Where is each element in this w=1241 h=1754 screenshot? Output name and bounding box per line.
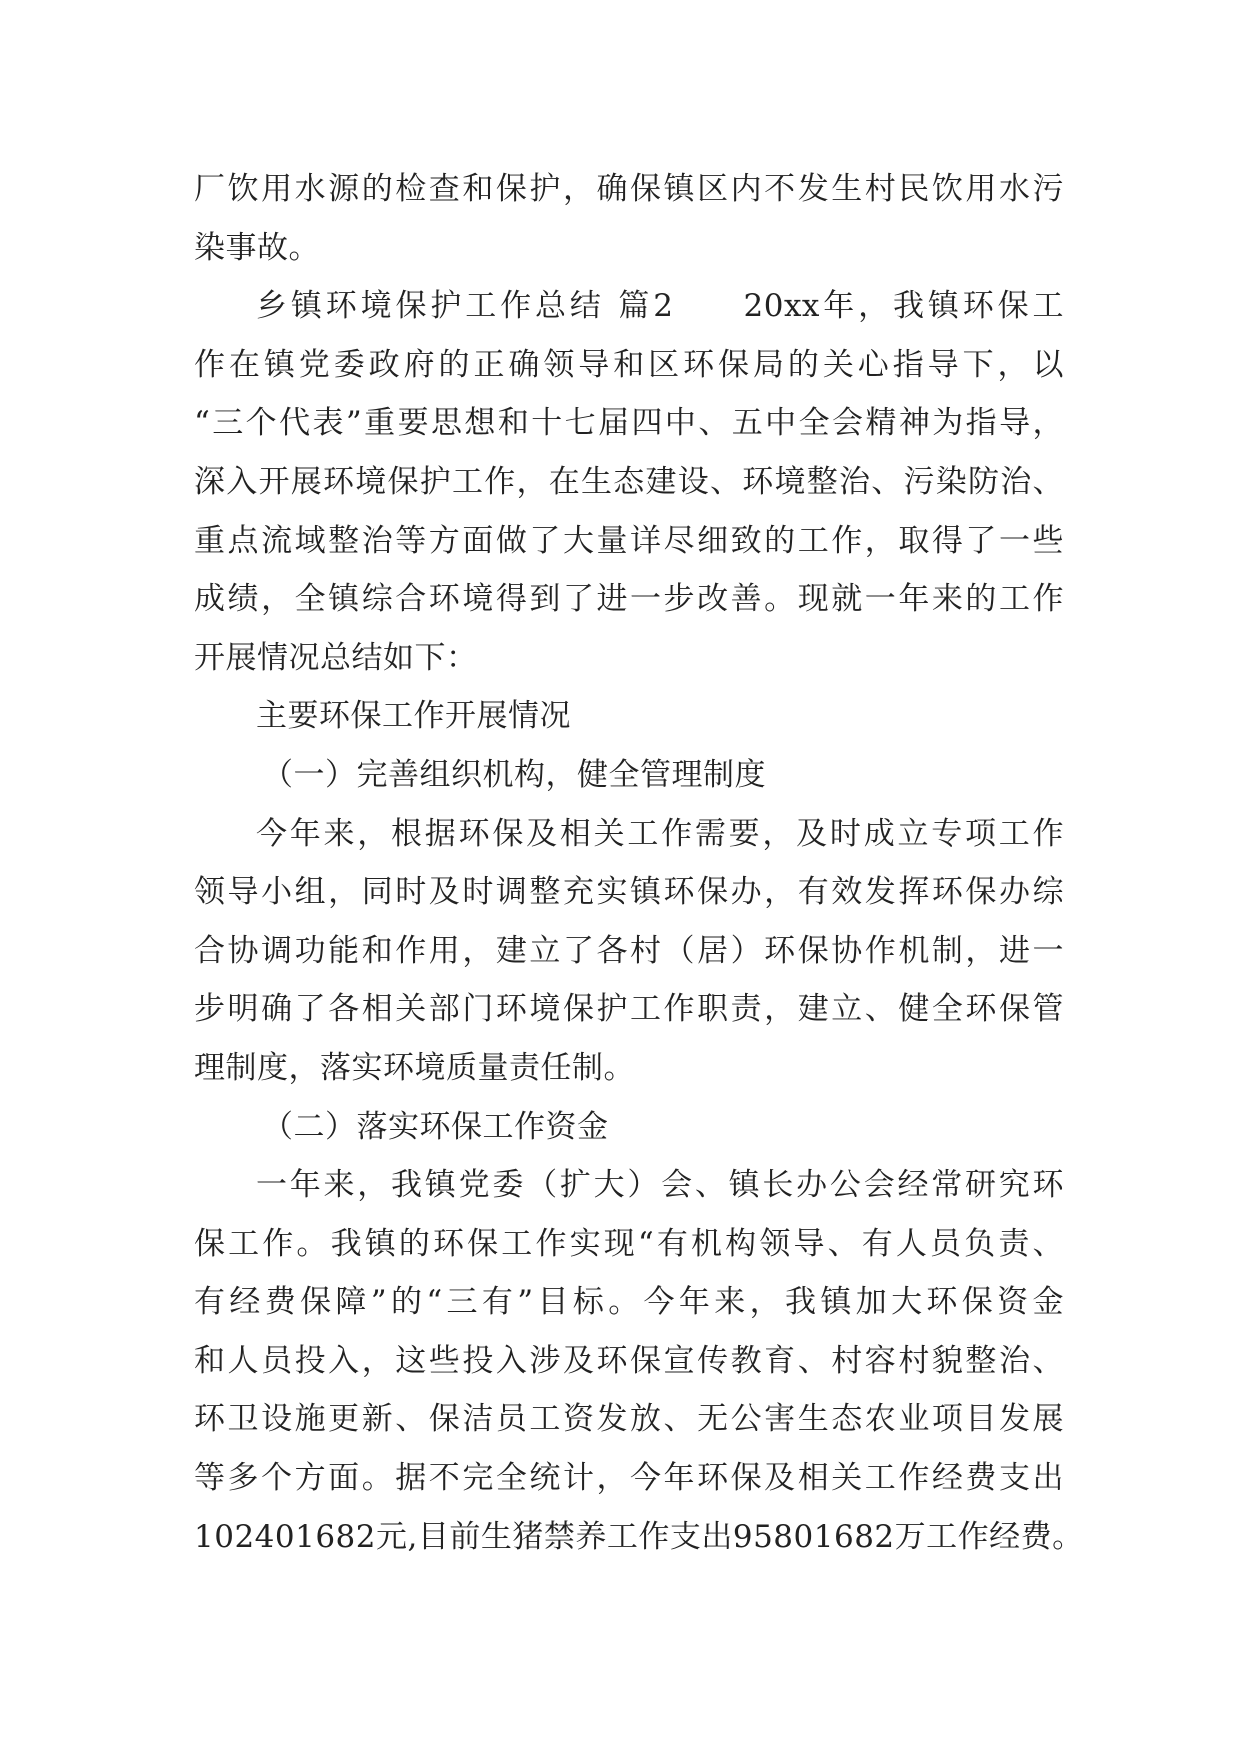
text-line: 合协调功能和作用，建立了各村（居）环保协作机制，进一 xyxy=(194,932,1064,969)
subheading: （二）落实环保工作资金 xyxy=(262,1108,609,1145)
text-fragment: 20xx年，我镇环保工 xyxy=(743,288,1064,325)
text-line: 有经费保障”的“三有”目标。今年来，我镇加大环保资金 xyxy=(194,1284,1064,1321)
text-line: 重点流域整治等方面做了大量详尽细致的工作，取得了一些 xyxy=(194,522,1064,559)
section-heading: 乡镇环境保护工作总结 篇2 xyxy=(256,288,674,325)
text-line: 成绩，全镇综合环境得到了进一步改善。现就一年来的工作 xyxy=(194,581,1064,618)
text-line: “三个代表”重要思想和十七届四中、五中全会精神为指导， xyxy=(194,405,1064,442)
text-line: 染事故。 xyxy=(194,229,320,266)
text-line: 一年来，我镇党委（扩大）会、镇长办公会经常研究环 xyxy=(256,1167,1064,1204)
text-line: 等多个方面。据不完全统计，今年环保及相关工作经费支出 xyxy=(194,1460,1064,1497)
text-line: 深入开展环境保护工作，在生态建设、环境整治、污染防治、 xyxy=(194,463,1064,500)
text-line: 和人员投入，这些投入涉及环保宣传教育、村容村貌整治、 xyxy=(194,1342,1064,1379)
subheading: 主要环保工作开展情况 xyxy=(256,698,571,735)
text-line: 开展情况总结如下： xyxy=(194,639,478,676)
text-line: 今年来，根据环保及相关工作需要，及时成立专项工作 xyxy=(256,815,1064,852)
text-line: 领导小组，同时及时调整充实镇环保办，有效发挥环保办综 xyxy=(194,874,1064,911)
text-line: 102401682元,目前生猪禁养工作支出95801682万工作经费。 xyxy=(194,1518,1084,1555)
body-text xyxy=(194,160,1084,1566)
text-line: 理制度，落实环境质量责任制。 xyxy=(194,1049,635,1086)
text-line: 作在镇党委政府的正确领导和区环保局的关心指导下，以 xyxy=(194,346,1064,383)
section-heading-line xyxy=(194,277,1064,336)
subheading: （一）完善组织机构，健全管理制度 xyxy=(262,756,766,793)
text-line: 厂饮用水源的检查和保护，确保镇区内不发生村民饮用水污 xyxy=(194,171,1064,207)
text-line: 步明确了各相关部门环境保护工作职责，建立、健全环保管 xyxy=(194,991,1064,1028)
text-line: 环卫设施更新、保洁员工资发放、无公害生态农业项目发展 xyxy=(194,1401,1064,1438)
text-line: 保工作。我镇的环保工作实现“有机构领导、有人员负责、 xyxy=(194,1225,1064,1262)
